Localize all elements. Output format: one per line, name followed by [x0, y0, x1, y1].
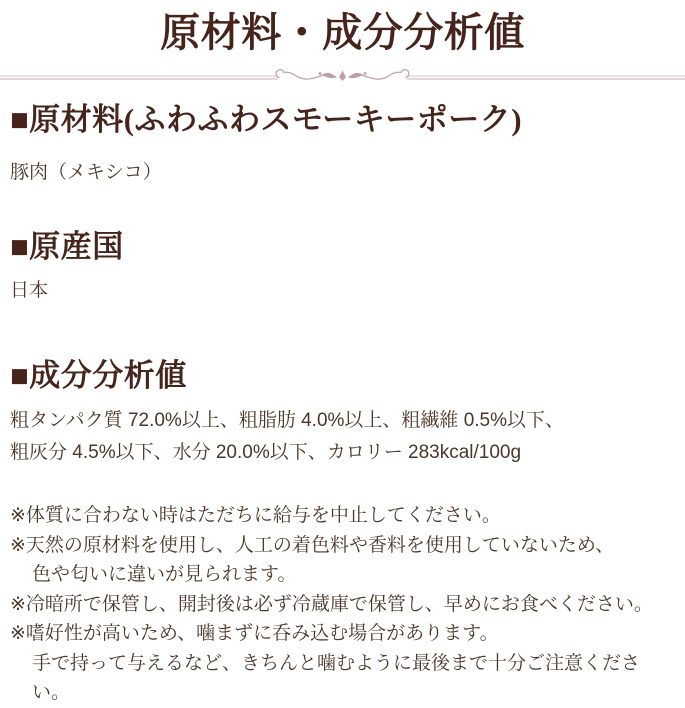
- caution-notes: [10, 501, 675, 708]
- page-title: 原材料・成分分析値: [160, 10, 525, 55]
- section-origin: [10, 227, 675, 305]
- note-line: ※体質に合わない時はただちに給与を中止してください。: [10, 505, 501, 527]
- analysis-line: 粗タンパク質 72.0%以上、粗脂肪 4.0%以上、粗繊維 0.5%以下、: [10, 410, 564, 432]
- analysis-line: 粗灰分 4.5%以下、水分 20.0%以下、カロリー 283kcal/100g: [10, 442, 522, 464]
- note-line-continuation: 手で持って与えるなど、きちんと噛むように最後まで十分ご注意ください。: [32, 652, 641, 704]
- origin-heading: ■原産国: [10, 228, 124, 264]
- section-analysis: [10, 356, 675, 469]
- analysis-heading: ■成分分析値: [10, 357, 187, 393]
- note-line-continuation: 色や匂いに違いが見られます。: [32, 564, 297, 586]
- origin-value: 日本: [10, 280, 49, 302]
- analysis-values: [10, 405, 675, 469]
- note-line: ※嗜好性が高いため、噛まずに呑み込む場合があります。: [10, 623, 499, 645]
- note-line: ※天然の原材料を使用し、人工の着色料や香料を使用していないため、: [10, 534, 615, 556]
- section-divider: [0, 68, 685, 86]
- ingredients-value: 豚肉（メキシコ）: [10, 162, 162, 184]
- section-ingredients: [10, 100, 675, 187]
- note-line: ※冷暗所で保管し、開封後は必ず冷蔵庫で保管し、早めにお食べください。: [10, 593, 653, 615]
- divider-ornament-icon: [0, 68, 685, 86]
- ingredients-heading: ■原材料(ふわふわスモーキーポーク): [10, 102, 523, 137]
